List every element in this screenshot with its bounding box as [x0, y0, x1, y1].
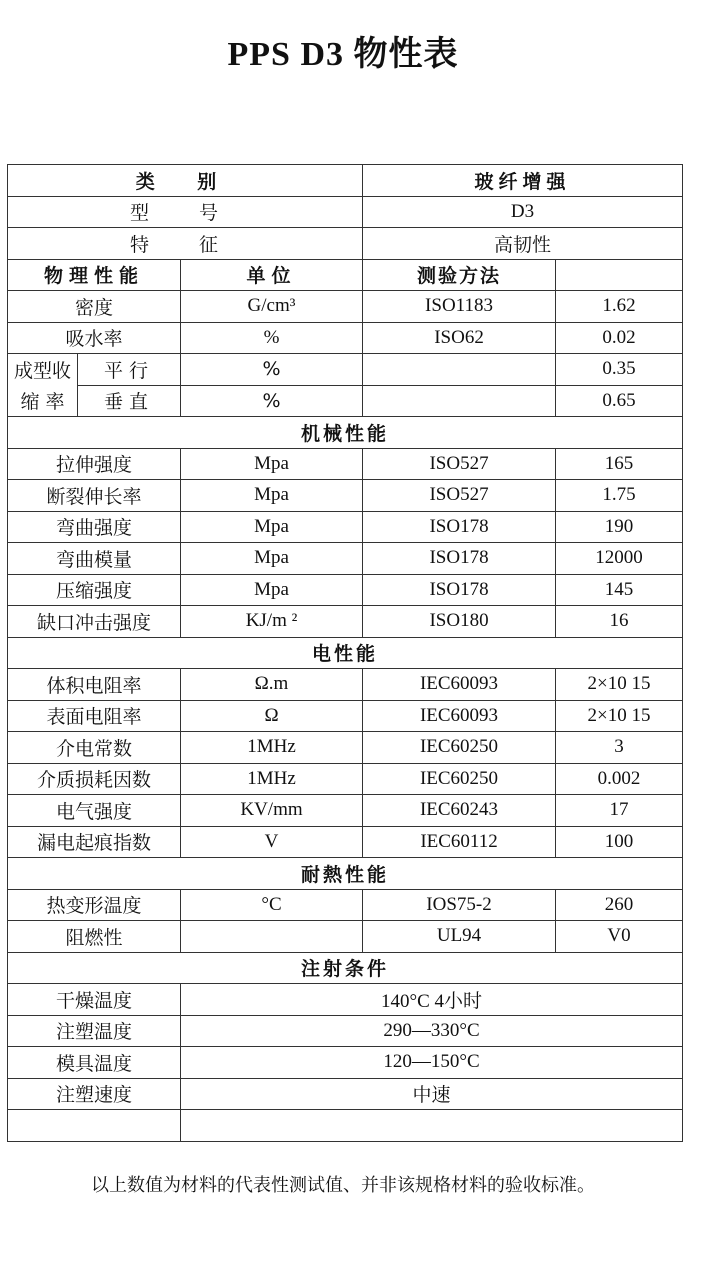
footnote: 以上数值为材料的代表性测试值、并非该规格材料的验收标准。: [91, 1175, 595, 1196]
condition-value: 120—150°C: [181, 1047, 683, 1079]
method-cell: ISO62: [363, 322, 556, 354]
property-name: 体积电阻率: [8, 669, 181, 701]
shrinkage-method: [363, 354, 556, 386]
section-row: [8, 952, 683, 984]
section-row: [8, 417, 683, 449]
column-header-method: 测验方法: [363, 259, 556, 291]
shrinkage-method: [363, 385, 556, 417]
shrinkage-direction: 平行: [78, 354, 181, 386]
condition-name: 干燥温度: [8, 984, 181, 1016]
physical-section: [8, 291, 683, 354]
column-header-value: [556, 259, 683, 291]
value-cell: 145: [556, 574, 683, 606]
property-name: 表面电阻率: [8, 700, 181, 732]
method-cell: IEC60112: [363, 826, 556, 858]
table-row: [8, 448, 683, 480]
electrical-section: [8, 669, 683, 858]
shrinkage-section: [8, 354, 683, 417]
section-mechanical: 机械性能: [8, 417, 683, 449]
method-cell: UL94: [363, 921, 556, 953]
property-name: 断裂伸长率: [8, 480, 181, 512]
table-row: [8, 1078, 683, 1110]
table-row: [8, 669, 683, 701]
column-header-unit: 单位: [181, 259, 363, 291]
thermal-section: [8, 889, 683, 952]
table-row: [8, 228, 683, 260]
property-name: 弯曲模量: [8, 543, 181, 575]
property-name: 介电常数: [8, 732, 181, 764]
property-name: 漏电起痕指数: [8, 826, 181, 858]
unit-cell: Mpa: [181, 448, 363, 480]
value-cell: 1.75: [556, 480, 683, 512]
method-cell: ISO527: [363, 480, 556, 512]
value-cell: 3: [556, 732, 683, 764]
mechanical-section: [8, 448, 683, 637]
table-row: [8, 511, 683, 543]
value-cell: 0.002: [556, 763, 683, 795]
unit-cell: Ω: [181, 700, 363, 732]
property-name: 电气强度: [8, 795, 181, 827]
condition-value: 中速: [181, 1078, 683, 1110]
shrinkage-unit: %: [181, 354, 363, 386]
property-name: 密度: [8, 291, 181, 323]
shrinkage-direction: 垂直: [78, 385, 181, 417]
table-row: [8, 921, 683, 953]
table-row: [8, 795, 683, 827]
property-name: 吸水率: [8, 322, 181, 354]
shrinkage-label-line1: 成型收: [8, 354, 78, 386]
shrinkage-label-line2: 缩 率: [8, 385, 78, 417]
value-cell: 1.62: [556, 291, 683, 323]
section-row: [8, 637, 683, 669]
method-cell: IEC60093: [363, 700, 556, 732]
title-latin: PPS D3: [227, 36, 344, 73]
condition-value: 140°C 4小时: [181, 984, 683, 1016]
value-cell: 2×10 15: [556, 669, 683, 701]
table-row: [8, 291, 683, 323]
table-row: [8, 480, 683, 512]
unit-cell: %: [181, 322, 363, 354]
page-title: [0, 26, 686, 75]
section-thermal: 耐熱性能: [8, 858, 683, 890]
property-name: 阻燃性: [8, 921, 181, 953]
method-cell: ISO180: [363, 606, 556, 638]
method-cell: IEC60093: [363, 669, 556, 701]
spec-table: [7, 164, 683, 1142]
category-value: 玻纤增强: [363, 165, 683, 197]
condition-name: 注塑温度: [8, 1015, 181, 1047]
table-row: [8, 354, 683, 386]
table-row: [8, 700, 683, 732]
method-cell: IEC60250: [363, 732, 556, 764]
table-row: [8, 385, 683, 417]
method-cell: ISO178: [363, 574, 556, 606]
value-cell: 17: [556, 795, 683, 827]
unit-cell: Mpa: [181, 511, 363, 543]
section-row: [8, 858, 683, 890]
section-electrical: 电性能: [8, 637, 683, 669]
table-row: [8, 763, 683, 795]
unit-cell: G/cm³: [181, 291, 363, 323]
table-row: [8, 984, 683, 1016]
unit-cell: [181, 921, 363, 953]
table-row: [8, 196, 683, 228]
unit-cell: 1MHz: [181, 763, 363, 795]
table-row: [8, 165, 683, 197]
method-cell: IOS75-2: [363, 889, 556, 921]
property-name: 热变形温度: [8, 889, 181, 921]
value-cell: 190: [556, 511, 683, 543]
empty-cell: [8, 1110, 181, 1142]
method-cell: ISO527: [363, 448, 556, 480]
table-row: [8, 322, 683, 354]
section-injection: 注射条件: [8, 952, 683, 984]
table-row: [8, 606, 683, 638]
value-cell: 12000: [556, 543, 683, 575]
method-cell: ISO1183: [363, 291, 556, 323]
method-cell: IEC60250: [363, 763, 556, 795]
table-row: [8, 543, 683, 575]
value-cell: 0.02: [556, 322, 683, 354]
unit-cell: Mpa: [181, 574, 363, 606]
table-row: [8, 889, 683, 921]
unit-cell: 1MHz: [181, 732, 363, 764]
property-name: 介质损耗因数: [8, 763, 181, 795]
value-cell: 165: [556, 448, 683, 480]
title-cjk: 物性表: [353, 34, 459, 74]
unit-cell: V: [181, 826, 363, 858]
condition-name: 模具温度: [8, 1047, 181, 1079]
property-name: 弯曲强度: [8, 511, 181, 543]
method-cell: ISO178: [363, 543, 556, 575]
empty-cell: [181, 1110, 683, 1142]
model-value: D3: [363, 196, 683, 228]
column-header-property: 物理性能: [8, 259, 181, 291]
shrinkage-value: 0.65: [556, 385, 683, 417]
table-row: [8, 1015, 683, 1047]
model-label: 型 号: [8, 196, 363, 228]
method-cell: IEC60243: [363, 795, 556, 827]
unit-cell: KV/mm: [181, 795, 363, 827]
value-cell: 260: [556, 889, 683, 921]
value-cell: 16: [556, 606, 683, 638]
category-label: 类 别: [8, 165, 363, 197]
shrinkage-unit: %: [181, 385, 363, 417]
method-cell: ISO178: [363, 511, 556, 543]
condition-value: 290—330°C: [181, 1015, 683, 1047]
injection-section: [8, 984, 683, 1110]
table-row: [8, 574, 683, 606]
unit-cell: °C: [181, 889, 363, 921]
condition-name: 注塑速度: [8, 1078, 181, 1110]
column-header-row: [8, 259, 683, 291]
unit-cell: KJ/m ²: [181, 606, 363, 638]
unit-cell: Mpa: [181, 480, 363, 512]
value-cell: V0: [556, 921, 683, 953]
unit-cell: Ω.m: [181, 669, 363, 701]
property-name: 拉伸强度: [8, 448, 181, 480]
value-cell: 100: [556, 826, 683, 858]
value-cell: 2×10 15: [556, 700, 683, 732]
table-row: [8, 1110, 683, 1142]
table-row: [8, 732, 683, 764]
feature-label: 特 征: [8, 228, 363, 260]
shrinkage-value: 0.35: [556, 354, 683, 386]
property-name: 缺口冲击强度: [8, 606, 181, 638]
table-row: [8, 826, 683, 858]
table-row: [8, 1047, 683, 1079]
feature-value: 高韧性: [363, 228, 683, 260]
unit-cell: Mpa: [181, 543, 363, 575]
property-name: 压缩强度: [8, 574, 181, 606]
